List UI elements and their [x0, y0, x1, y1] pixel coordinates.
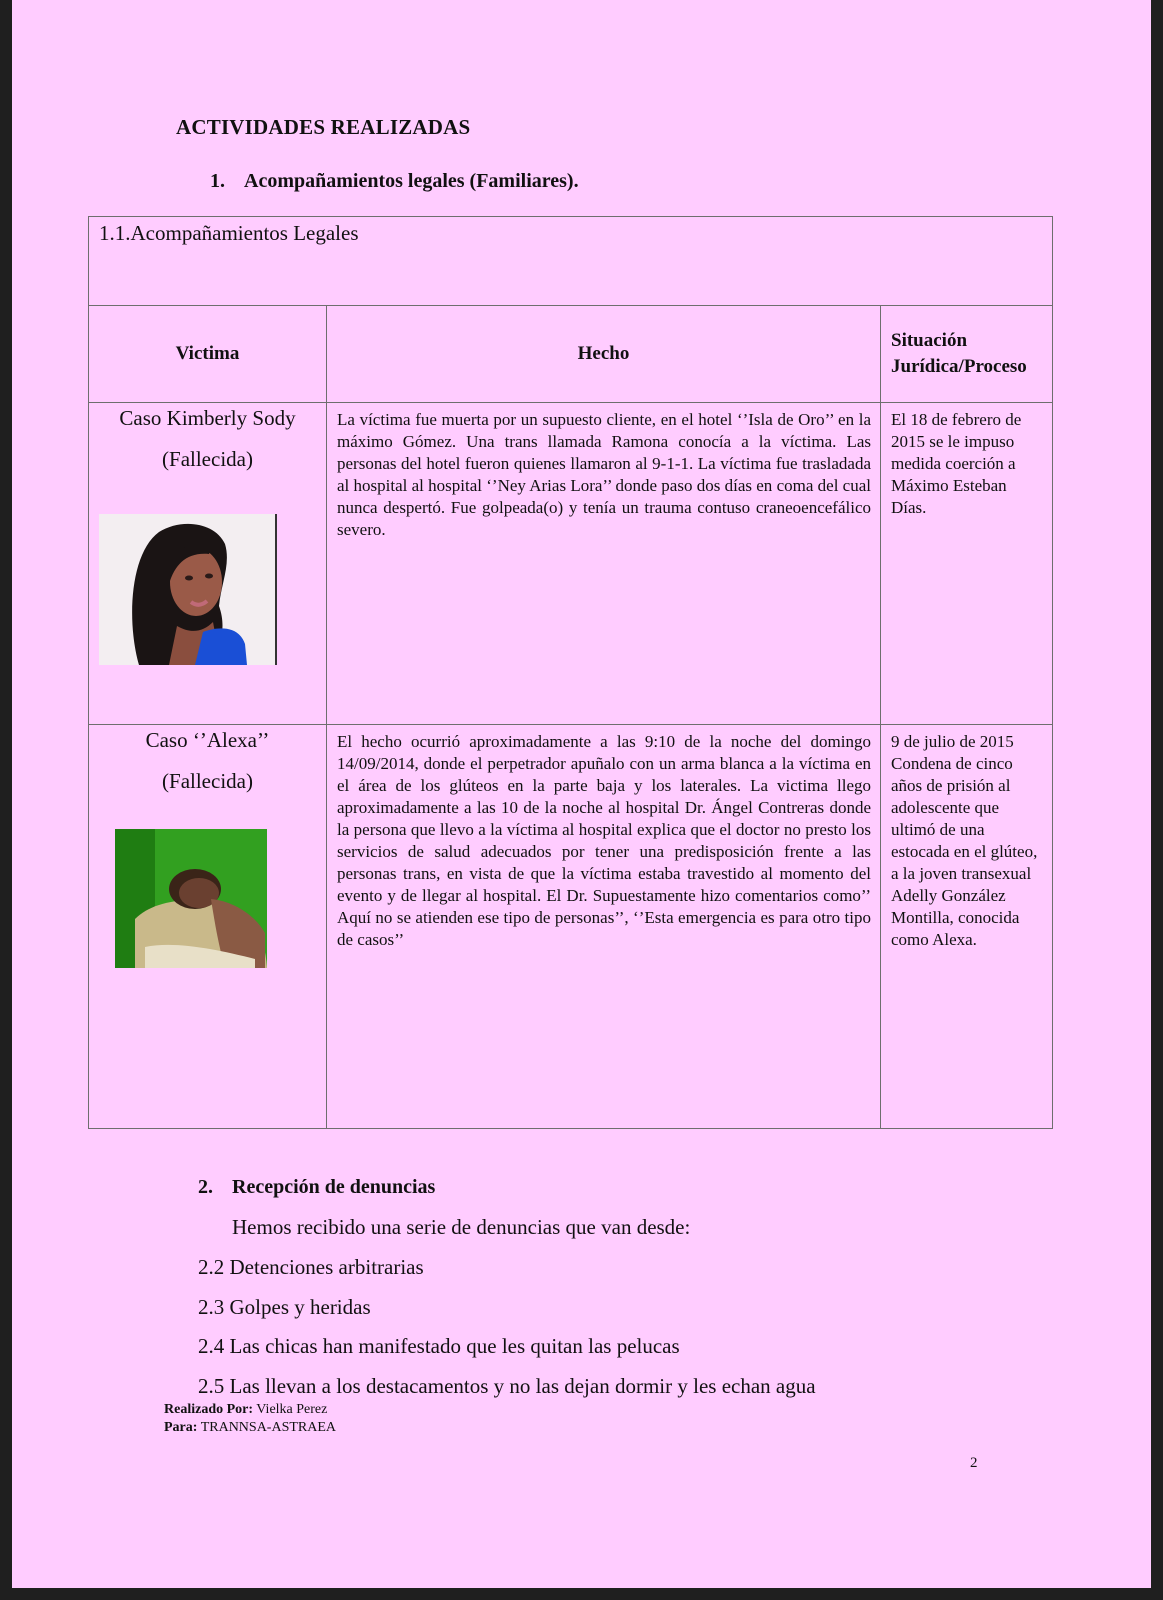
section-1-number: 1. [210, 170, 225, 192]
footer-realizado-value: Vielka Perez [256, 1402, 328, 1417]
column-header-victima: Victima [89, 306, 327, 403]
section-2-number: 2. [198, 1176, 213, 1198]
footer-realizado [164, 1402, 327, 1418]
photo-image [115, 829, 267, 968]
hecho-cell: La víctima fue muerta por un supuesto cliente, en el hotel ‘’Isla de Oro’’ en la máximo Gómez. Una trans llamada Ramona conocía a la víctima. Las personas del hotel fueron quienes llamaron al 9-1-1. La víctima fue trasladada al hospital al hospital ‘’Ney Arias Lora’’ donde paso dos días en coma del cual nunca despertó. Fue golpeada(o) y tenía un trauma contuso craneoencefálico severo. [327, 403, 881, 725]
victim-photo-alexa [115, 829, 267, 968]
victim-photo-kimberly [99, 514, 277, 665]
list-item: 2.4 Las chicas han manifestado que les quitan las pelucas [198, 1334, 680, 1358]
legal-accompaniment-table [88, 216, 1053, 1129]
situacion-cell: 9 de julio de 2015 Condena de cinco años de prisión al adolescente que ultimó de una estocada en el glúteo, a la joven transexual Adelly González Montilla, conocida como Alexa. [881, 725, 1053, 1129]
section-1-heading [210, 170, 579, 193]
victim-status: (Fallecida) [162, 447, 253, 471]
portrait-image [99, 514, 275, 665]
section-2-title: Recepción de denuncias [232, 1176, 436, 1198]
page-number: 2 [970, 1455, 978, 1471]
hecho-cell: El hecho ocurrió aproximadamente a las 9:10 de la noche del domingo 14/09/2014, donde el perpetrador apuñalo con un arma blanca a la víctima en el área de los glúteos en la parte baja y los laterales. La victima llego aproximadamente a las 10 de la noche al hospital Dr. Ángel Contreras donde la persona que llevo a la víctima al hospital explica que el doctor no presto los servicios de salud adecuados por tener una predisposición frente a las personas trans, en vista de que la víctima estaba travestido al momento del evento y de llegar al hospital. El Dr. Supuestamente hizo comentarios como’’ Aquí no se atienden ese tipo de personas’’, ‘’Esta emergencia es para otro tipo de casos’’ [327, 725, 881, 1129]
page-title: ACTIVIDADES REALIZADAS [176, 115, 471, 139]
section-2-intro: Hemos recibido una serie de denuncias que van desde: [232, 1215, 691, 1239]
list-item: 2.3 Golpes y heridas [198, 1295, 371, 1319]
victim-name: Caso Kimberly Sody [119, 406, 296, 430]
victim-status: (Fallecida) [162, 769, 253, 793]
list-item: 2.5 Las llevan a los destacamentos y no las dejan dormir y les echan agua [198, 1374, 816, 1398]
table-caption: 1.1.Acompañamientos Legales [89, 217, 1053, 306]
footer-para-value: TRANNSA-ASTRAEA [200, 1420, 337, 1435]
section-2-heading [198, 1176, 435, 1199]
footer-realizado-label: Realizado Por: [164, 1402, 254, 1417]
column-header-hecho: Hecho [327, 306, 881, 403]
footer-para [164, 1420, 336, 1436]
footer-para-label: Para: [164, 1420, 198, 1435]
section-1-title: Acompañamientos legales (Familiares). [244, 170, 579, 192]
column-header-situacion: Situación Jurídica/Proceso [881, 306, 1053, 403]
list-item: 2.2 Detenciones arbitrarias [198, 1255, 424, 1279]
situacion-cell: El 18 de febrero de 2015 se le impuso medida coerción a Máximo Esteban Días. [881, 403, 1053, 725]
victim-name: Caso ‘’Alexa’’ [145, 728, 270, 752]
